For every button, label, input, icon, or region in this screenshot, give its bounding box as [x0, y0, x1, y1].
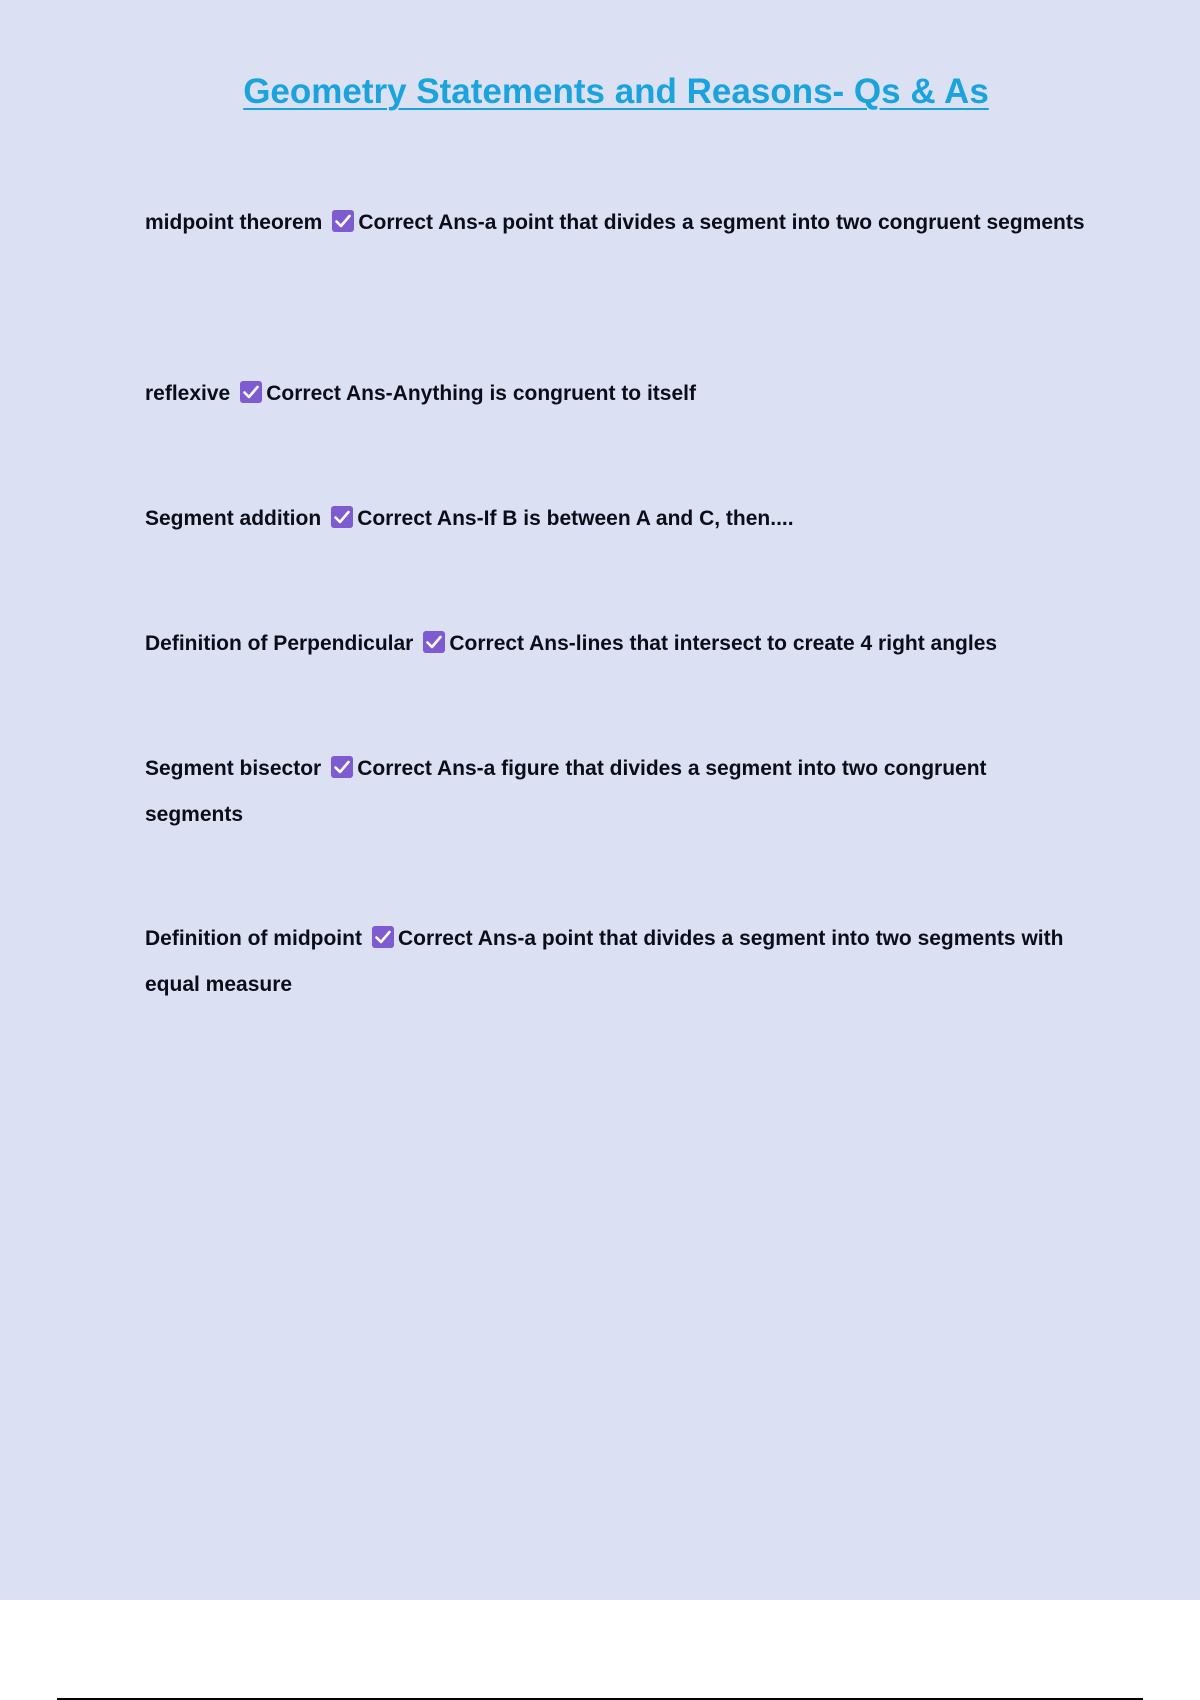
qa-item	[145, 200, 1090, 246]
checkmark-icon	[372, 926, 394, 948]
qa-item	[145, 371, 1090, 417]
answer-text: a point that divides a segment into two segments with equal measure	[145, 927, 1064, 996]
question-term: Segment addition	[145, 507, 322, 530]
checkmark-icon	[331, 756, 353, 778]
checkmark-icon	[423, 631, 445, 653]
answer-prefix: Correct Ans-	[357, 757, 484, 780]
qa-item	[145, 746, 1090, 838]
answer-text: lines that intersect to create 4 right angles	[575, 632, 998, 655]
answer-text: Anything is congruent to itself	[392, 382, 696, 405]
question-term: Segment bisector	[145, 757, 322, 780]
answer-prefix: Correct Ans-	[358, 211, 485, 234]
answer-text: If B is between A and C, then....	[483, 507, 794, 530]
page-title: Geometry Statements and Reasons- Qs & As	[243, 72, 989, 111]
answer-prefix: Correct Ans-	[266, 382, 393, 405]
checkmark-icon	[331, 506, 353, 528]
question-term: Definition of midpoint	[145, 927, 362, 950]
answer-text: a point that divides a segment into two congruent segments	[484, 211, 1085, 234]
answer-text: a figure that divides a segment into two congruent segments	[145, 757, 987, 826]
question-term: midpoint theorem	[145, 211, 323, 234]
qa-item	[145, 496, 1090, 542]
answer-prefix: Correct Ans-	[449, 632, 576, 655]
checkmark-icon	[332, 210, 354, 232]
answer-prefix: Correct Ans-	[357, 507, 484, 530]
qa-item	[145, 621, 1090, 667]
question-term: reflexive	[145, 382, 231, 405]
qa-item	[145, 916, 1090, 1008]
answer-prefix: Correct Ans-	[397, 927, 525, 950]
checkmark-icon	[240, 381, 262, 403]
question-term: Definition of Perpendicular	[145, 632, 414, 655]
